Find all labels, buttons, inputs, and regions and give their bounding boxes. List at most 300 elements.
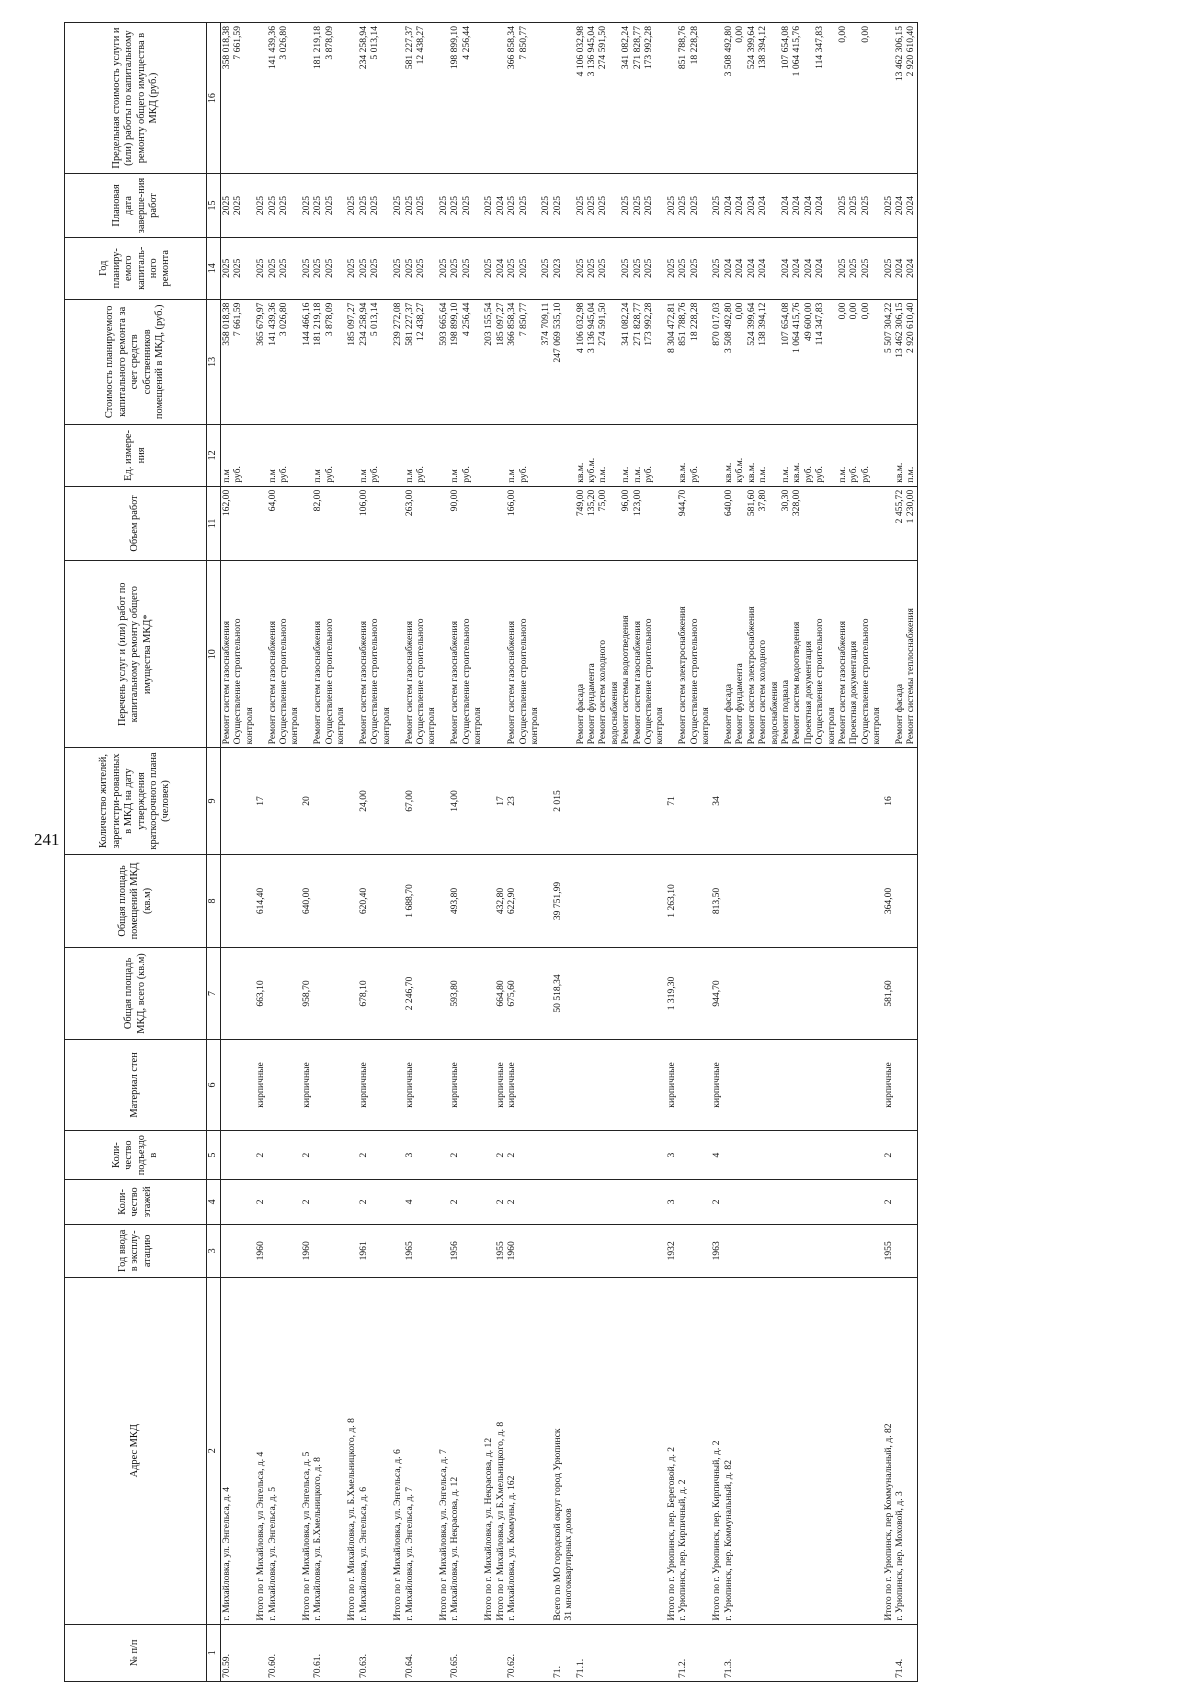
residents-cell: 17 bbox=[495, 748, 506, 854]
header-cell: Коли-чество подъездо в bbox=[65, 1131, 207, 1180]
address-cell bbox=[335, 1277, 346, 1624]
max-cost-cell: 18 228,28 bbox=[689, 23, 700, 174]
table-row bbox=[312, 23, 323, 1682]
max-cost-cell: 3 136 945,04 bbox=[586, 23, 597, 174]
completion-date-cell: 2024 bbox=[780, 174, 791, 238]
entrances-cell bbox=[871, 1131, 882, 1180]
planned-cost-cell: 0,00 bbox=[837, 299, 848, 424]
max-cost-cell: 274 591,50 bbox=[597, 23, 608, 174]
residents-cell bbox=[746, 748, 757, 854]
premises-area-cell bbox=[335, 854, 346, 948]
total-area-cell bbox=[586, 948, 597, 1039]
residents-cell bbox=[483, 748, 494, 854]
entrances-cell bbox=[734, 1131, 745, 1180]
address-cell bbox=[871, 1277, 882, 1624]
residents-cell bbox=[381, 748, 392, 854]
floors-cell bbox=[518, 1180, 529, 1225]
address-cell bbox=[575, 1277, 586, 1624]
wall-material-cell bbox=[369, 1039, 380, 1130]
table-row bbox=[723, 23, 734, 1682]
planned-cost-cell: 524 399,64 bbox=[746, 299, 757, 424]
floors-cell bbox=[244, 1180, 255, 1225]
unit-cell bbox=[244, 425, 255, 487]
wall-material-cell bbox=[848, 1039, 859, 1130]
floors-cell bbox=[905, 1180, 917, 1225]
planned-year-cell: 2024 bbox=[803, 237, 814, 299]
address-cell bbox=[905, 1277, 917, 1624]
residents-cell: 17 bbox=[255, 748, 266, 854]
total-area-cell bbox=[814, 948, 825, 1039]
max-cost-cell bbox=[438, 23, 449, 174]
planned-year-cell: 2025 bbox=[278, 237, 289, 299]
planned-cost-cell: 3 136 945,04 bbox=[586, 299, 597, 424]
planned-year-cell: 2025 bbox=[632, 237, 643, 299]
completion-date-cell bbox=[472, 174, 483, 238]
address-cell bbox=[654, 1277, 665, 1624]
floors-cell bbox=[472, 1180, 483, 1225]
table-row bbox=[278, 23, 289, 1682]
work-volume-cell bbox=[392, 486, 403, 560]
unit-cell bbox=[426, 425, 437, 487]
planned-cost-cell: 374 709,11 bbox=[540, 299, 551, 424]
unit-cell bbox=[711, 425, 722, 487]
total-area-cell bbox=[267, 948, 278, 1039]
row-number-cell bbox=[643, 1624, 654, 1681]
address-cell bbox=[529, 1277, 540, 1624]
work-type-cell: водоснабжения bbox=[609, 561, 620, 748]
completion-date-cell bbox=[871, 174, 882, 238]
work-type-cell: Ремонт фасада bbox=[575, 561, 586, 748]
completion-date-cell: 2025 bbox=[312, 174, 323, 238]
premises-area-cell bbox=[723, 854, 734, 948]
work-volume-cell bbox=[711, 486, 722, 560]
work-volume-cell: 30,30 bbox=[780, 486, 791, 560]
planned-cost-cell bbox=[244, 299, 255, 424]
wall-material-cell bbox=[392, 1039, 403, 1130]
wall-material-cell: кирпичные bbox=[666, 1039, 677, 1130]
total-area-cell bbox=[757, 948, 768, 1039]
premises-area-cell bbox=[392, 854, 403, 948]
planned-cost-cell: 107 654,08 bbox=[780, 299, 791, 424]
residents-cell bbox=[586, 748, 597, 854]
residents-cell bbox=[871, 748, 882, 854]
planned-cost-cell bbox=[381, 299, 392, 424]
row-number-cell bbox=[848, 1624, 859, 1681]
wall-material-cell bbox=[905, 1039, 917, 1130]
entrances-cell bbox=[609, 1131, 620, 1180]
max-cost-cell: 1 064 415,76 bbox=[791, 23, 802, 174]
max-cost-cell bbox=[700, 23, 711, 174]
work-type-cell: Ремонт систем газоснабжения bbox=[404, 561, 415, 748]
planned-cost-cell: 239 272,08 bbox=[392, 299, 403, 424]
work-volume-cell bbox=[883, 486, 894, 560]
total-area-cell bbox=[632, 948, 643, 1039]
residents-cell bbox=[826, 748, 837, 854]
planned-cost-cell: 358 018,38 bbox=[221, 299, 233, 424]
floors-cell bbox=[620, 1180, 631, 1225]
unit-cell: руб. bbox=[324, 425, 335, 487]
row-number-cell bbox=[324, 1624, 335, 1681]
year-built-cell bbox=[860, 1224, 871, 1277]
table-row bbox=[301, 23, 312, 1682]
max-cost-cell bbox=[301, 23, 312, 174]
premises-area-cell bbox=[232, 854, 243, 948]
completion-date-cell: 2025 bbox=[232, 174, 243, 238]
row-number-cell bbox=[711, 1624, 722, 1681]
planned-year-cell: 2024 bbox=[791, 237, 802, 299]
planned-year-cell: 2024 bbox=[780, 237, 791, 299]
work-type-cell bbox=[552, 561, 563, 748]
work-type-cell bbox=[392, 561, 403, 748]
completion-date-cell: 2024 bbox=[723, 174, 734, 238]
completion-date-cell: 2025 bbox=[620, 174, 631, 238]
unit-cell: руб. bbox=[518, 425, 529, 487]
max-cost-cell: 3 508 492,80 bbox=[723, 23, 734, 174]
work-volume-cell: 162,00 bbox=[221, 486, 233, 560]
column-number-cell: 6 bbox=[207, 1039, 221, 1130]
row-number-cell bbox=[780, 1624, 791, 1681]
entrances-cell bbox=[346, 1131, 357, 1180]
table-row bbox=[905, 23, 917, 1682]
entrances-cell bbox=[780, 1131, 791, 1180]
planned-year-cell: 2024 bbox=[905, 237, 917, 299]
year-built-cell: 1960 bbox=[506, 1224, 517, 1277]
floors-cell bbox=[324, 1180, 335, 1225]
premises-area-cell bbox=[267, 854, 278, 948]
total-area-cell bbox=[643, 948, 654, 1039]
residents-cell bbox=[780, 748, 791, 854]
planned-year-cell: 2025 bbox=[358, 237, 369, 299]
max-cost-cell bbox=[871, 23, 882, 174]
total-area-cell bbox=[278, 948, 289, 1039]
table-row bbox=[883, 23, 894, 1682]
residents-cell bbox=[597, 748, 608, 854]
table-row bbox=[472, 23, 483, 1682]
unit-cell: п.м. bbox=[632, 425, 643, 487]
floors-cell bbox=[803, 1180, 814, 1225]
work-type-cell: Ремонт систем электроснабжения bbox=[677, 561, 688, 748]
entrances-cell bbox=[905, 1131, 917, 1180]
max-cost-cell: 13 462 306,15 bbox=[894, 23, 905, 174]
premises-area-cell bbox=[848, 854, 859, 948]
column-number-cell: 7 bbox=[207, 948, 221, 1039]
max-cost-cell bbox=[848, 23, 859, 174]
row-number-cell bbox=[392, 1624, 403, 1681]
planned-year-cell: 2025 bbox=[255, 237, 266, 299]
unit-cell bbox=[346, 425, 357, 487]
completion-date-cell: 2024 bbox=[814, 174, 825, 238]
entrances-cell bbox=[324, 1131, 335, 1180]
planned-cost-cell bbox=[826, 299, 837, 424]
total-area-cell bbox=[518, 948, 529, 1039]
address-cell: г. Урюпинск, пер. Кирпичный, д. 2 bbox=[677, 1277, 688, 1624]
entrances-cell bbox=[586, 1131, 597, 1180]
table-row bbox=[837, 23, 848, 1682]
premises-area-cell bbox=[689, 854, 700, 948]
year-built-cell: 1956 bbox=[449, 1224, 460, 1277]
wall-material-cell bbox=[289, 1039, 300, 1130]
planned-cost-cell: 581 227,37 bbox=[404, 299, 415, 424]
premises-area-cell bbox=[757, 854, 768, 948]
rotated-sheet bbox=[64, 22, 1148, 1682]
total-area-cell: 664,80 bbox=[495, 948, 506, 1039]
residents-cell bbox=[860, 748, 871, 854]
year-built-cell bbox=[632, 1224, 643, 1277]
floors-cell bbox=[369, 1180, 380, 1225]
max-cost-cell: 366 858,34 bbox=[506, 23, 517, 174]
total-area-cell bbox=[734, 948, 745, 1039]
planned-cost-cell: 365 679,97 bbox=[255, 299, 266, 424]
year-built-cell bbox=[232, 1224, 243, 1277]
work-volume-cell bbox=[529, 486, 540, 560]
table-row bbox=[426, 23, 437, 1682]
year-built-cell bbox=[734, 1224, 745, 1277]
residents-cell bbox=[472, 748, 483, 854]
max-cost-cell: 851 788,76 bbox=[677, 23, 688, 174]
address-cell: г. Михайловка, ул. Энгельса, д. 7 bbox=[404, 1277, 415, 1624]
planned-year-cell: 2025 bbox=[689, 237, 700, 299]
planned-year-cell bbox=[826, 237, 837, 299]
entrances-cell bbox=[814, 1131, 825, 1180]
address-cell bbox=[700, 1277, 711, 1624]
unit-cell: кв.м. bbox=[575, 425, 586, 487]
unit-cell bbox=[700, 425, 711, 487]
premises-area-cell: 364,00 bbox=[883, 854, 894, 948]
unit-cell bbox=[495, 425, 506, 487]
work-volume-cell: 944,70 bbox=[677, 486, 688, 560]
premises-area-cell bbox=[438, 854, 449, 948]
work-volume-cell bbox=[803, 486, 814, 560]
premises-area-cell bbox=[905, 854, 917, 948]
wall-material-cell bbox=[563, 1039, 574, 1130]
floors-cell: 2 bbox=[883, 1180, 894, 1225]
premises-area-cell bbox=[803, 854, 814, 948]
total-area-cell: 678,10 bbox=[358, 948, 369, 1039]
max-cost-cell bbox=[255, 23, 266, 174]
work-volume-cell bbox=[472, 486, 483, 560]
completion-date-cell bbox=[826, 174, 837, 238]
total-area-cell bbox=[723, 948, 734, 1039]
completion-date-cell: 2025 bbox=[666, 174, 677, 238]
completion-date-cell: 2025 bbox=[369, 174, 380, 238]
year-built-cell bbox=[381, 1224, 392, 1277]
floors-cell: 2 bbox=[358, 1180, 369, 1225]
table-row bbox=[404, 23, 415, 1682]
wall-material-cell bbox=[438, 1039, 449, 1130]
work-volume-cell bbox=[324, 486, 335, 560]
row-number-cell bbox=[597, 1624, 608, 1681]
header-cell: Адрес МКД bbox=[65, 1277, 207, 1624]
floors-cell bbox=[563, 1180, 574, 1225]
address-cell bbox=[780, 1277, 791, 1624]
premises-area-cell bbox=[677, 854, 688, 948]
premises-area-cell bbox=[643, 854, 654, 948]
completion-date-cell: 2025 bbox=[632, 174, 643, 238]
total-area-cell bbox=[438, 948, 449, 1039]
completion-date-cell bbox=[426, 174, 437, 238]
premises-area-cell bbox=[814, 854, 825, 948]
year-built-cell bbox=[723, 1224, 734, 1277]
address-cell bbox=[689, 1277, 700, 1624]
unit-cell bbox=[883, 425, 894, 487]
entrances-cell: 2 bbox=[495, 1131, 506, 1180]
unit-cell bbox=[381, 425, 392, 487]
planned-year-cell: 2025 bbox=[483, 237, 494, 299]
address-cell bbox=[757, 1277, 768, 1624]
row-number-cell bbox=[244, 1624, 255, 1681]
work-volume-cell bbox=[278, 486, 289, 560]
address-cell bbox=[848, 1277, 859, 1624]
work-type-cell: Осуществление строительного bbox=[518, 561, 529, 748]
row-number-cell bbox=[700, 1624, 711, 1681]
row-number-cell bbox=[837, 1624, 848, 1681]
total-area-cell bbox=[780, 948, 791, 1039]
work-type-cell: Ремонт систем газоснабжения bbox=[358, 561, 369, 748]
premises-area-cell: 39 751,99 bbox=[552, 854, 563, 948]
unit-cell: руб. bbox=[803, 425, 814, 487]
max-cost-cell bbox=[803, 23, 814, 174]
max-cost-cell: 7 850,77 bbox=[518, 23, 529, 174]
completion-date-cell: 2024 bbox=[734, 174, 745, 238]
entrances-cell: 2 bbox=[358, 1131, 369, 1180]
floors-cell bbox=[769, 1180, 780, 1225]
total-area-cell bbox=[381, 948, 392, 1039]
residents-cell: 14,00 bbox=[449, 748, 460, 854]
completion-date-cell: 2025 bbox=[586, 174, 597, 238]
floors-cell: 2 bbox=[711, 1180, 722, 1225]
floors-cell bbox=[335, 1180, 346, 1225]
premises-area-cell bbox=[791, 854, 802, 948]
column-number-cell: 10 bbox=[207, 561, 221, 748]
unit-cell bbox=[392, 425, 403, 487]
column-number-cell: 14 bbox=[207, 237, 221, 299]
planned-year-cell: 2025 bbox=[620, 237, 631, 299]
premises-area-cell bbox=[472, 854, 483, 948]
residents-cell bbox=[529, 748, 540, 854]
floors-cell bbox=[312, 1180, 323, 1225]
table-row bbox=[643, 23, 654, 1682]
completion-date-cell: 2025 bbox=[221, 174, 233, 238]
table-row bbox=[700, 23, 711, 1682]
year-built-cell: 1960 bbox=[255, 1224, 266, 1277]
residents-cell bbox=[438, 748, 449, 854]
planned-cost-cell: 4 106 032,98 bbox=[575, 299, 586, 424]
planned-year-cell: 2025 bbox=[848, 237, 859, 299]
planned-year-cell: 2025 bbox=[860, 237, 871, 299]
unit-cell: кв.м. bbox=[723, 425, 734, 487]
entrances-cell bbox=[415, 1131, 426, 1180]
entrances-cell bbox=[529, 1131, 540, 1180]
address-cell: Итого по г. Михайловка, ул. Б.Хмельницкого, д. 8 bbox=[346, 1277, 357, 1624]
entrances-cell bbox=[643, 1131, 654, 1180]
wall-material-cell bbox=[871, 1039, 882, 1130]
premises-area-cell: 614,40 bbox=[255, 854, 266, 948]
wall-material-cell bbox=[575, 1039, 586, 1130]
address-cell: 31 многоквартирных домов bbox=[563, 1277, 574, 1624]
work-volume-cell bbox=[540, 486, 551, 560]
premises-area-cell bbox=[244, 854, 255, 948]
work-volume-cell bbox=[335, 486, 346, 560]
completion-date-cell: 2025 bbox=[506, 174, 517, 238]
work-type-cell: Осуществление строительного bbox=[324, 561, 335, 748]
address-cell bbox=[426, 1277, 437, 1624]
completion-date-cell bbox=[529, 174, 540, 238]
planned-cost-cell: 114 347,83 bbox=[814, 299, 825, 424]
residents-cell bbox=[278, 748, 289, 854]
max-cost-cell bbox=[563, 23, 574, 174]
entrances-cell bbox=[654, 1131, 665, 1180]
entrances-cell bbox=[221, 1131, 233, 1180]
entrances-cell bbox=[381, 1131, 392, 1180]
year-built-cell: 1965 bbox=[404, 1224, 415, 1277]
completion-date-cell: 2025 bbox=[860, 174, 871, 238]
residents-cell bbox=[324, 748, 335, 854]
residents-cell bbox=[654, 748, 665, 854]
table-row bbox=[769, 23, 780, 1682]
work-type-cell bbox=[483, 561, 494, 748]
column-number-cell: 5 bbox=[207, 1131, 221, 1180]
premises-area-cell bbox=[529, 854, 540, 948]
planned-year-cell: 2025 bbox=[711, 237, 722, 299]
residents-cell bbox=[769, 748, 780, 854]
header-cell: Плановая дата заверше-ния работ bbox=[65, 174, 207, 238]
table-row bbox=[734, 23, 745, 1682]
planned-cost-cell: 0,00 bbox=[734, 299, 745, 424]
completion-date-cell: 2025 bbox=[711, 174, 722, 238]
max-cost-cell: 198 899,10 bbox=[449, 23, 460, 174]
unit-cell bbox=[529, 425, 540, 487]
table-row bbox=[289, 23, 300, 1682]
table-row bbox=[860, 23, 871, 1682]
entrances-cell bbox=[232, 1131, 243, 1180]
max-cost-cell: 341 082,24 bbox=[620, 23, 631, 174]
work-volume-cell bbox=[848, 486, 859, 560]
total-area-cell bbox=[791, 948, 802, 1039]
address-cell: Итого по г Михайловка, ул Б.Хмельницкого, д. 8 bbox=[495, 1277, 506, 1624]
work-type-cell: контроля bbox=[826, 561, 837, 748]
work-volume-cell: 135,20 bbox=[586, 486, 597, 560]
address-cell bbox=[461, 1277, 472, 1624]
total-area-cell: 593,80 bbox=[449, 948, 460, 1039]
residents-cell bbox=[518, 748, 529, 854]
work-type-cell: контроля bbox=[289, 561, 300, 748]
residents-cell bbox=[643, 748, 654, 854]
premises-area-cell: 1 263,10 bbox=[666, 854, 677, 948]
planned-year-cell: 2025 bbox=[232, 237, 243, 299]
max-cost-cell: 181 219,18 bbox=[312, 23, 323, 174]
max-cost-cell: 2 920 610,40 bbox=[905, 23, 917, 174]
wall-material-cell bbox=[723, 1039, 734, 1130]
work-volume-cell bbox=[734, 486, 745, 560]
premises-area-cell bbox=[632, 854, 643, 948]
table-container bbox=[64, 22, 1148, 1682]
address-cell bbox=[860, 1277, 871, 1624]
work-type-cell: Ремонт подвала bbox=[780, 561, 791, 748]
header-cell: Коли-чество этажей bbox=[65, 1180, 207, 1225]
floors-cell bbox=[860, 1180, 871, 1225]
header-cell: Материал стен bbox=[65, 1039, 207, 1130]
address-cell: г. Михайловка, ул. Некрасова, д. 12 bbox=[449, 1277, 460, 1624]
max-cost-cell bbox=[529, 23, 540, 174]
address-cell: г. Михайловка, ул. Б.Хмельницкого, д. 8 bbox=[312, 1277, 323, 1624]
wall-material-cell bbox=[769, 1039, 780, 1130]
unit-cell: руб. bbox=[461, 425, 472, 487]
total-area-cell bbox=[620, 948, 631, 1039]
planned-year-cell: 2025 bbox=[415, 237, 426, 299]
planned-cost-cell: 49 600,00 bbox=[803, 299, 814, 424]
work-type-cell: Осуществление строительного bbox=[689, 561, 700, 748]
work-type-cell: Ремонт систем газоснабжения bbox=[267, 561, 278, 748]
